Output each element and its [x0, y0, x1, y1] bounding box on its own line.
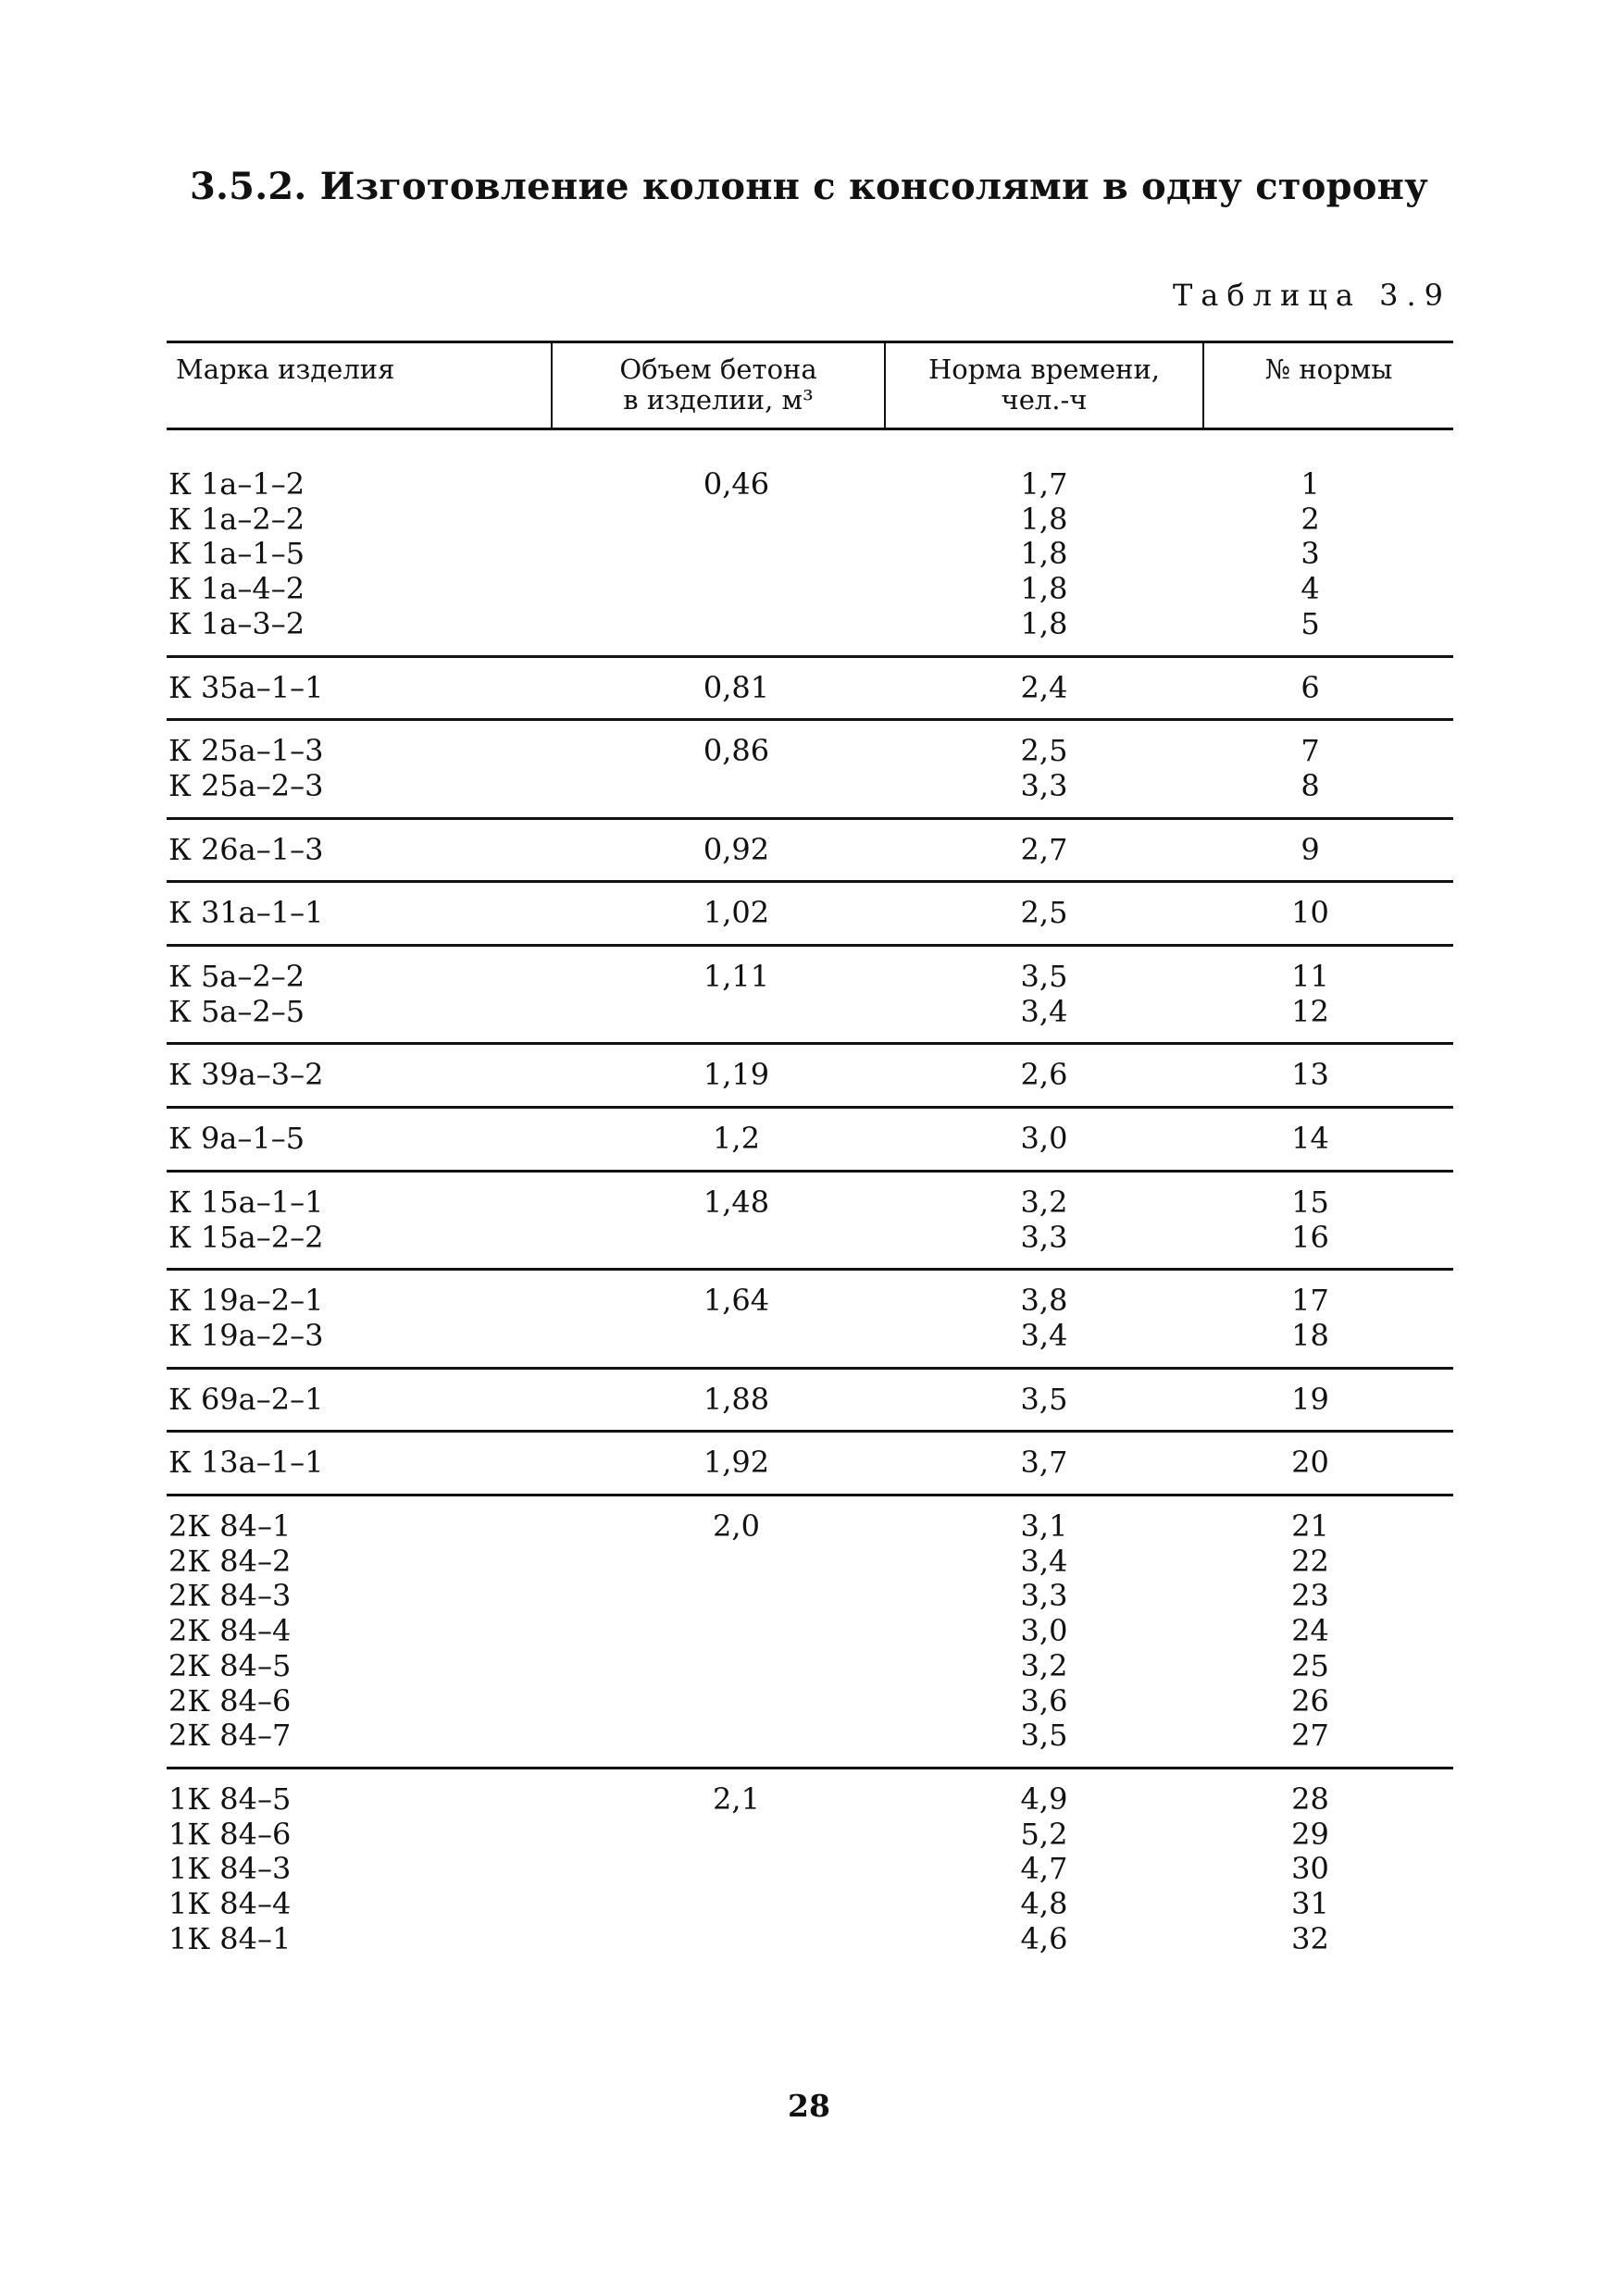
- time-value: 3,7: [1020, 1445, 1068, 1481]
- cell-times: [885, 720, 1203, 818]
- mark-value: 2К 84–7: [168, 1718, 292, 1754]
- mark-value: К 13а–1–1: [168, 1445, 324, 1481]
- norm-value: 21: [1291, 1508, 1329, 1545]
- time-value: 2,5: [1020, 895, 1068, 931]
- mark-value: 1К 84–5: [168, 1781, 292, 1817]
- mark-value: К 19а–2–3: [168, 1317, 324, 1353]
- mark-value: К 31а–1–1: [168, 895, 324, 931]
- mark-value: К 1а–1–2: [168, 466, 305, 502]
- volume-value: 0,46: [703, 466, 770, 502]
- header-mark: [167, 342, 552, 429]
- time-value: 3,8: [1020, 1283, 1068, 1319]
- mark-value: К 69а–2–1: [168, 1381, 324, 1417]
- norm-value: 1: [1301, 466, 1320, 502]
- mark-value: 1К 84–3: [168, 1851, 292, 1887]
- mark-value: К 9а–1–5: [168, 1121, 305, 1157]
- mark-value: К 25а–1–3: [168, 733, 324, 769]
- table-row-group: [167, 1108, 1453, 1172]
- norm-value: 3: [1301, 536, 1320, 572]
- norm-value: 27: [1291, 1718, 1329, 1754]
- norm-value: 23: [1291, 1578, 1329, 1614]
- cell-marks: [167, 946, 552, 1044]
- table-caption: Таблица 3.9: [1172, 278, 1451, 313]
- norm-value: 13: [1291, 1057, 1329, 1093]
- cell-times: [885, 656, 1203, 720]
- norm-value: 6: [1301, 669, 1320, 705]
- volume-value: 0,92: [703, 831, 770, 867]
- mark-value: 2К 84–2: [168, 1543, 292, 1579]
- time-value: 4,7: [1020, 1851, 1068, 1887]
- cell-marks: [167, 1768, 552, 1969]
- cell-volume: [552, 656, 885, 720]
- time-value: 1,8: [1020, 605, 1068, 641]
- cell-volume: [552, 946, 885, 1044]
- norm-value: 16: [1291, 1219, 1329, 1255]
- mark-value: 2К 84–4: [168, 1613, 292, 1649]
- cell-norms: [1203, 1270, 1453, 1368]
- cell-volume: [552, 1496, 885, 1769]
- mark-value: К 15а–1–1: [168, 1184, 324, 1220]
- volume-value: 2,1: [713, 1781, 760, 1817]
- norm-value: 15: [1291, 1184, 1329, 1220]
- time-value: 3,1: [1020, 1508, 1068, 1545]
- norm-value: 26: [1291, 1682, 1329, 1719]
- mark-value: К 26а–1–3: [168, 831, 324, 867]
- cell-marks: [167, 1171, 552, 1269]
- cell-marks: [167, 1432, 552, 1496]
- header-time-line1: Норма времени,: [927, 354, 1161, 385]
- time-value: 2,6: [1020, 1057, 1068, 1093]
- cell-norms: [1203, 429, 1453, 657]
- volume-value: 1,88: [703, 1381, 770, 1417]
- table-row-group: [167, 1368, 1453, 1432]
- cell-volume: [552, 1171, 885, 1269]
- norm-value: 8: [1301, 767, 1320, 803]
- header-volume-line2: в изделии, м³: [623, 384, 814, 416]
- cell-times: [885, 1270, 1203, 1368]
- cell-volume: [552, 1368, 885, 1432]
- cell-norms: [1203, 946, 1453, 1044]
- cell-marks: [167, 1368, 552, 1432]
- header-volume-line1: Объем бетона: [619, 354, 817, 385]
- time-value: 3,6: [1020, 1682, 1068, 1719]
- table-row-group: [167, 818, 1453, 882]
- cell-volume: [552, 1768, 885, 1969]
- table-row-group: [167, 1171, 1453, 1269]
- time-value: 3,3: [1020, 767, 1068, 803]
- cell-marks: [167, 818, 552, 882]
- time-value: 3,2: [1020, 1184, 1068, 1220]
- cell-marks: [167, 1496, 552, 1769]
- table-header: [167, 342, 1453, 429]
- volume-value: 1,02: [703, 895, 770, 931]
- cell-volume: [552, 1108, 885, 1172]
- volume-value: 1,2: [713, 1121, 760, 1157]
- mark-value: К 1а–3–2: [168, 605, 305, 641]
- norm-value: 17: [1291, 1283, 1329, 1319]
- mark-value: К 35а–1–1: [168, 669, 324, 705]
- volume-value: 1,19: [703, 1057, 770, 1093]
- norm-value: 31: [1291, 1886, 1329, 1922]
- norm-value: 11: [1291, 959, 1329, 995]
- norm-value: 29: [1291, 1816, 1329, 1852]
- mark-value: 2К 84–6: [168, 1682, 292, 1719]
- cell-marks: [167, 429, 552, 657]
- mark-value: К 1а–4–2: [168, 571, 305, 607]
- time-value: 1,7: [1020, 466, 1068, 502]
- mark-value: К 5а–2–2: [168, 959, 305, 995]
- norm-value: 10: [1291, 895, 1329, 931]
- table-row-group: [167, 656, 1453, 720]
- time-value: 1,8: [1020, 571, 1068, 607]
- time-value: 1,8: [1020, 536, 1068, 572]
- norm-value: 28: [1291, 1781, 1329, 1817]
- header-mark-label: Марка изделия: [176, 354, 395, 385]
- norms-table: [167, 341, 1453, 1970]
- time-value: 4,8: [1020, 1886, 1068, 1922]
- header-norm-label: № нормы: [1264, 354, 1393, 385]
- time-value: 2,7: [1020, 831, 1068, 867]
- table-row-group: [167, 882, 1453, 946]
- cell-times: [885, 818, 1203, 882]
- cell-times: [885, 1496, 1203, 1769]
- mark-value: К 25а–2–3: [168, 767, 324, 803]
- time-value: 3,4: [1020, 1317, 1068, 1353]
- cell-norms: [1203, 818, 1453, 882]
- cell-norms: [1203, 1108, 1453, 1172]
- cell-times: [885, 1171, 1203, 1269]
- cell-norms: [1203, 656, 1453, 720]
- mark-value: К 1а–1–5: [168, 536, 305, 572]
- cell-marks: [167, 720, 552, 818]
- time-value: 3,2: [1020, 1647, 1068, 1683]
- mark-value: 2К 84–5: [168, 1647, 292, 1683]
- norm-value: 4: [1301, 571, 1320, 607]
- cell-norms: [1203, 882, 1453, 946]
- norm-value: 18: [1291, 1317, 1329, 1353]
- cell-norms: [1203, 1768, 1453, 1969]
- mark-value: К 1а–2–2: [168, 501, 305, 537]
- cell-marks: [167, 1270, 552, 1368]
- time-value: 5,2: [1020, 1816, 1068, 1852]
- norm-value: 25: [1291, 1647, 1329, 1683]
- time-value: 4,6: [1020, 1920, 1068, 1956]
- norm-value: 12: [1291, 993, 1329, 1029]
- norm-value: 19: [1291, 1381, 1329, 1417]
- table-row-group: [167, 1768, 1453, 1969]
- mark-value: К 39а–3–2: [168, 1057, 324, 1093]
- time-value: 3,3: [1020, 1578, 1068, 1614]
- mark-value: К 5а–2–5: [168, 993, 305, 1029]
- cell-volume: [552, 882, 885, 946]
- mark-value: 2К 84–3: [168, 1578, 292, 1614]
- volume-value: 0,86: [703, 733, 770, 769]
- norm-value: 2: [1301, 501, 1320, 537]
- cell-norms: [1203, 1171, 1453, 1269]
- norm-value: 24: [1291, 1613, 1329, 1649]
- cell-times: [885, 1368, 1203, 1432]
- cell-marks: [167, 656, 552, 720]
- cell-norms: [1203, 720, 1453, 818]
- cell-volume: [552, 1270, 885, 1368]
- table-body: [167, 429, 1453, 1970]
- page-number: 28: [788, 2088, 830, 2124]
- norm-value: 20: [1291, 1445, 1329, 1481]
- time-value: 3,5: [1020, 959, 1068, 995]
- volume-value: 1,48: [703, 1184, 770, 1220]
- cell-marks: [167, 1108, 552, 1172]
- cell-times: [885, 882, 1203, 946]
- table-row-group: [167, 429, 1453, 657]
- cell-times: [885, 1768, 1203, 1969]
- time-value: 2,5: [1020, 733, 1068, 769]
- header-time: [885, 342, 1203, 429]
- cell-times: [885, 1108, 1203, 1172]
- time-value: 3,3: [1020, 1219, 1068, 1255]
- volume-value: 1,92: [703, 1445, 770, 1481]
- volume-value: 2,0: [713, 1508, 760, 1545]
- norm-value: 9: [1301, 831, 1320, 867]
- time-value: 3,5: [1020, 1381, 1068, 1417]
- cell-marks: [167, 882, 552, 946]
- mark-value: 1К 84–1: [168, 1920, 292, 1956]
- cell-times: [885, 429, 1203, 657]
- norm-value: 14: [1291, 1121, 1329, 1157]
- cell-times: [885, 1044, 1203, 1108]
- time-value: 3,0: [1020, 1121, 1068, 1157]
- volume-value: 0,81: [703, 669, 770, 705]
- table-row-group: [167, 1270, 1453, 1368]
- time-value: 1,8: [1020, 501, 1068, 537]
- time-value: 3,0: [1020, 1613, 1068, 1649]
- cell-marks: [167, 1044, 552, 1108]
- cell-volume: [552, 1432, 885, 1496]
- time-value: 3,4: [1020, 993, 1068, 1029]
- table-row-group: [167, 720, 1453, 818]
- time-value: 4,9: [1020, 1781, 1068, 1817]
- cell-volume: [552, 818, 885, 882]
- mark-value: К 15а–2–2: [168, 1219, 324, 1255]
- time-value: 3,4: [1020, 1543, 1068, 1579]
- cell-norms: [1203, 1368, 1453, 1432]
- header-volume: [552, 342, 885, 429]
- mark-value: 2К 84–1: [168, 1508, 292, 1545]
- cell-volume: [552, 429, 885, 657]
- norm-value: 22: [1291, 1543, 1329, 1579]
- table-row-group: [167, 1432, 1453, 1496]
- cell-norms: [1203, 1432, 1453, 1496]
- cell-norms: [1203, 1496, 1453, 1769]
- page-title: 3.5.2. Изготовление колонн с консолями в одну сторону: [190, 165, 1428, 208]
- cell-volume: [552, 1044, 885, 1108]
- header-row: [167, 342, 1453, 429]
- cell-volume: [552, 720, 885, 818]
- table-row-group: [167, 946, 1453, 1044]
- mark-value: К 19а–2–1: [168, 1283, 324, 1319]
- cell-times: [885, 946, 1203, 1044]
- time-value: 3,5: [1020, 1718, 1068, 1754]
- cell-times: [885, 1432, 1203, 1496]
- table-row-group: [167, 1496, 1453, 1769]
- volume-value: 1,11: [703, 959, 770, 995]
- time-value: 2,4: [1020, 669, 1068, 705]
- table-row-group: [167, 1044, 1453, 1108]
- norm-value: 7: [1301, 733, 1320, 769]
- norm-value: 32: [1291, 1920, 1329, 1956]
- mark-value: 1К 84–6: [168, 1816, 292, 1852]
- cell-norms: [1203, 1044, 1453, 1108]
- mark-value: 1К 84–4: [168, 1886, 292, 1922]
- volume-value: 1,64: [703, 1283, 770, 1319]
- norm-value: 5: [1301, 605, 1320, 641]
- header-norm: [1203, 342, 1453, 429]
- norm-value: 30: [1291, 1851, 1329, 1887]
- header-time-line2: чел.-ч: [1001, 384, 1088, 416]
